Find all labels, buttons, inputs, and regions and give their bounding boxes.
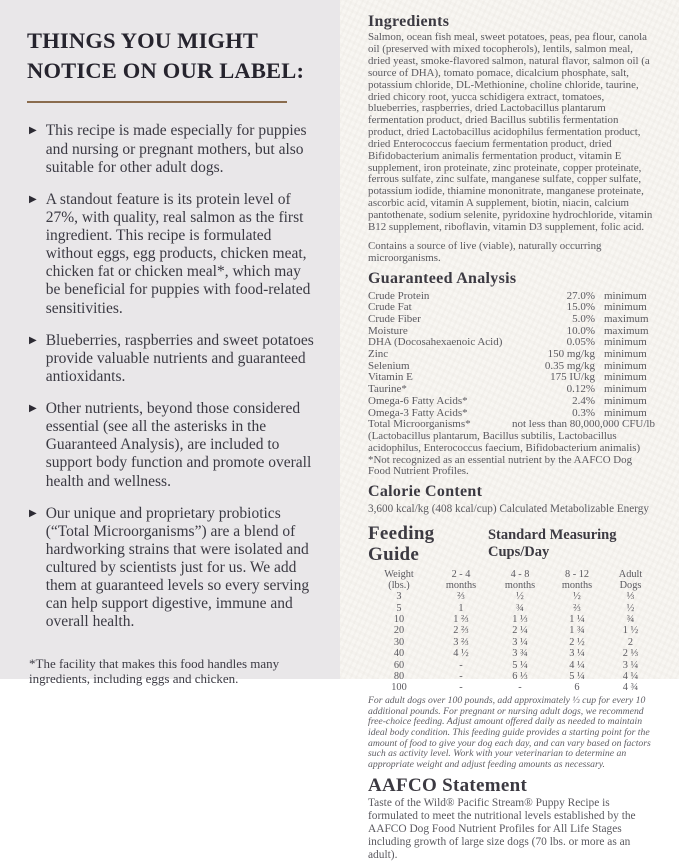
column-header-line: 4 - 8 xyxy=(510,569,530,581)
guaranteed-analysis-section xyxy=(368,270,655,478)
nutrient-qualifier: maximum xyxy=(604,324,649,337)
nutrient-label: Vitamin E xyxy=(368,371,413,384)
feeding-guide-column-header xyxy=(430,569,492,591)
feeding-guide-table xyxy=(368,569,655,694)
callout-bullet xyxy=(27,400,314,491)
cups-cell: 1 ½ xyxy=(622,625,639,637)
nutrient-value: 27.0% xyxy=(566,289,595,302)
nutrient-value: 150 mg/kg xyxy=(547,348,595,361)
feeding-guide-row xyxy=(368,648,655,659)
nutrient-value: 10.0% xyxy=(566,324,595,337)
feeding-guide-row xyxy=(368,660,655,671)
bullet-triangle-icon: ▶ xyxy=(29,334,37,346)
cups-cell: 4 ½ xyxy=(453,648,469,660)
cups-cell: ¾ xyxy=(516,602,524,614)
cups-cell: 4 ¾ xyxy=(622,682,639,694)
feeding-guide-row xyxy=(368,625,655,636)
aafco-statement-section xyxy=(368,775,655,862)
cups-cell: 6 ⅓ xyxy=(512,671,528,683)
feeding-guide-heading: Feeding Guide xyxy=(368,522,435,566)
nutrient-label: DHA (Docosahexaenoic Acid) xyxy=(368,336,503,349)
nutrient-qualifier: minimum xyxy=(604,336,647,349)
aafco-statement-heading: AAFCO Statement xyxy=(368,774,528,796)
feeding-guide-row xyxy=(368,603,655,614)
callout-bullet-text: Other nutrients, beyond those considered essential (see all the asterisks in the Guaranteed Analysis), are included to support body function and promote overall health and wellness. xyxy=(45,400,312,490)
cups-cell: - xyxy=(459,671,463,683)
cups-cell: 3 ¾ xyxy=(512,648,528,660)
callout-bullet-text: Our unique and proprietary probiotics (“Total Microorganisms”) are a blend of hardworking strains that were isolated and cultured by scientists just for us. We add them at guaranteed levels so every serving can help support digestive, immune and overall health. xyxy=(45,504,310,631)
column-header-line: 8 - 12 xyxy=(564,569,590,581)
cups-cell: 1 xyxy=(458,602,464,614)
cups-cell: 4 ¼ xyxy=(622,671,639,683)
nutrient-qualifier: maximum xyxy=(604,312,649,325)
nutrient-qualifier: minimum xyxy=(604,394,647,407)
feeding-guide-column-header xyxy=(492,569,548,591)
weight-cell: 80 xyxy=(393,671,405,683)
cups-cell: ½ xyxy=(573,591,581,603)
calorie-content-section xyxy=(368,483,655,515)
cups-cell: 2 ½ xyxy=(569,636,585,648)
cups-cell: ⅔ xyxy=(573,602,581,614)
nutrient-label: Selenium xyxy=(368,359,410,372)
nutrient-qualifier: minimum xyxy=(604,383,647,396)
nutrient-qualifier: minimum xyxy=(604,371,647,384)
feeding-guide-row xyxy=(368,591,655,602)
nutrient-label: Crude Fat xyxy=(368,301,412,314)
column-header-line: Dogs xyxy=(619,580,642,592)
cups-cell: 2 ¼ xyxy=(512,625,528,637)
nutrient-value: 0.35 mg/kg xyxy=(544,359,595,372)
feeding-guide-rows xyxy=(368,591,655,694)
ingredients-heading: Ingredients xyxy=(368,13,450,30)
cups-cell: 1 ⅔ xyxy=(453,614,469,626)
callout-bullet-text: Blueberries, raspberries and sweet potatoes provide valuable nutrients and guaranteed antioxidants. xyxy=(45,331,314,385)
ingredients-section xyxy=(368,13,655,265)
cups-cell: 4 ¼ xyxy=(569,659,585,671)
weight-cell: 3 xyxy=(396,591,402,603)
nutrient-label: Omega-6 Fatty Acids* xyxy=(368,394,468,407)
nutrient-value: 0.12% xyxy=(566,383,595,396)
guaranteed-analysis-row xyxy=(368,396,655,408)
feeding-guide-row xyxy=(368,614,655,625)
column-header-line: (lbs.) xyxy=(388,580,410,592)
callout-bullet xyxy=(27,191,314,318)
nutrient-qualifier: minimum xyxy=(604,359,647,372)
measuring-cups-subheading: Standard Measuring Cups/Day xyxy=(487,526,617,560)
weight-cell: 20 xyxy=(393,625,405,637)
total-microorganisms-label: Total Microorganisms* xyxy=(368,418,471,431)
nutrient-label: Crude Fiber xyxy=(368,312,421,325)
feeding-guide-column-header xyxy=(606,569,655,591)
feeding-guide-row xyxy=(368,671,655,682)
nutrient-value: 2.4% xyxy=(572,394,595,407)
callout-bullet xyxy=(27,505,314,632)
nutrient-label: Omega-3 Fatty Acids* xyxy=(368,406,468,419)
cups-cell: 1 ¼ xyxy=(569,614,585,626)
feeding-guide-column-header xyxy=(548,569,606,591)
bullet-triangle-icon: ▶ xyxy=(29,507,37,519)
nutrient-label: Taurine* xyxy=(368,383,407,396)
column-header-line: months xyxy=(504,580,536,592)
feeding-guide-footnote: For adult dogs over 100 pounds, add approximately ⅓ cup for every 10 additional pounds. For pregnant or nursing adult dogs, we recommend free-choice feeding. Adjust amount offered daily as needed to maintain ideal body condition. This feeding guide provides a starting point for the amount of food to give your dog each day, and can vary based on factors such as activity level. Work with your veterinarian to determine an appropriate weight and adjust feeding amounts as necessary. xyxy=(368,694,651,770)
feeding-guide-column-headers xyxy=(368,569,655,591)
feeding-guide-column-header xyxy=(368,569,430,591)
panel-title: THINGS YOU MIGHT NOTICE ON OUR LABEL: xyxy=(27,28,305,83)
feeding-guide-header xyxy=(368,523,655,567)
nutrient-label: Crude Protein xyxy=(368,289,430,302)
label-details-panel xyxy=(340,0,679,861)
calorie-content-heading: Calorie Content xyxy=(368,483,483,501)
callout-bullet-text: This recipe is made especially for puppies and nursing or pregnant mothers, but also suitable for other adult dogs. xyxy=(45,122,307,176)
column-header-line: 2 - 4 xyxy=(451,569,471,581)
weight-cell: 40 xyxy=(393,648,405,660)
calorie-content-value: 3,600 kcal/kg (408 kcal/cup) Calculated Metabolizable Energy xyxy=(368,502,649,515)
nutrient-value: 0.05% xyxy=(566,336,595,349)
cups-cell: 3 ¼ xyxy=(569,648,585,660)
probiotic-strains-note: (Lactobacillus plantarum, Bacillus subtilis, Lactobacillus acidophilus, Enterococcus faecium, Bifidobacterium animalis) xyxy=(368,429,641,454)
cups-cell: 2 xyxy=(627,636,634,648)
callout-bullet xyxy=(27,122,314,176)
weight-cell: 5 xyxy=(396,602,402,614)
cups-cell: ⅓ xyxy=(626,591,635,603)
feeding-guide-section xyxy=(368,523,655,771)
nutrient-qualifier: minimum xyxy=(604,406,647,419)
ingredients-list-text: Salmon, ocean fish meal, sweet potatoes, peas, pea flour, canola oil (preserved with mixed tocopherols), lentils, salmon meal, dried yeast, smoke-flavored salmon, natural flavor, salmon oil (a source of DHA), tomato pomace, dicalcium phosphate, salt, potassium chloride, DL-Methionine, choline chloride, taurine, dried chicory root, yucca schidigera extract, tomatoes, blueberries, raspberries, dried Lactobacillus plantarum fermentation product, dried Bacillus subtilis fermentation product, dried Lactobacillus acidophilus fermentation product, dried Enterococcus faecium fermentation product, dried Bifidobacterium animalis fermentation product, vitamin E supplement, iron proteinate, zinc proteinate, copper proteinate, ferrous sulfate, zinc sulfate, manganese sulfate, copper sulfate, potassium iodide, thiamine mononitrate, manganese proteinate, ascorbic acid, vitamin A supplement, biotin, niacin, calcium pantothenate, sodium selenite, pyridoxine hydrochloride, vitamin B12 supplement, riboflavin, vitamin D3 supplement, folic acid. xyxy=(368,31,653,233)
nutrient-qualifier: minimum xyxy=(604,348,647,361)
cups-cell: 1 ¾ xyxy=(569,625,585,637)
nutrient-label: Moisture xyxy=(368,324,408,337)
cups-cell: - xyxy=(459,682,463,694)
bullet-triangle-icon: ▶ xyxy=(29,193,37,205)
cups-cell: 5 ¼ xyxy=(569,671,585,683)
weight-cell: 10 xyxy=(393,614,405,626)
nutrient-qualifier: minimum xyxy=(604,289,647,302)
guaranteed-analysis-heading: Guaranteed Analysis xyxy=(368,270,517,288)
cups-cell: 2 ⅔ xyxy=(453,625,469,637)
cups-cell: 3 ⅔ xyxy=(453,636,469,648)
weight-cell: 30 xyxy=(393,636,405,648)
live-microorganisms-note: Contains a source of live (viable), naturally occurring microorganisms. xyxy=(368,240,602,265)
column-header-line: Weight xyxy=(384,569,414,581)
cups-cell: 5 ¼ xyxy=(512,659,528,671)
cups-cell: ½ xyxy=(516,591,524,603)
nutrient-label: Zinc xyxy=(368,348,389,361)
cups-cell: ½ xyxy=(626,602,635,614)
callout-bullet-list xyxy=(27,122,314,631)
cups-cell: - xyxy=(518,682,522,694)
cups-cell: 3 ¼ xyxy=(622,659,639,671)
column-header-line: months xyxy=(445,580,477,592)
nutrient-value: 15.0% xyxy=(566,301,595,314)
callout-bullet xyxy=(27,332,314,386)
nutrient-value: 175 IU/kg xyxy=(550,371,595,384)
nutrient-value: 0.3% xyxy=(572,406,595,419)
guaranteed-analysis-row xyxy=(368,349,655,361)
facility-footnote: *The facility that makes this food handles many ingredients, including eggs and chicken. xyxy=(29,655,280,687)
cups-cell: 3 ¼ xyxy=(512,636,528,648)
callout-bullet-text: A standout feature is its protein level of 27%, with quality, real salmon as the first ingredient. This recipe is formulated without eggs, egg products, chicken meat, chicken fat or chicken meal*, which may be beneficial for puppies with food-related sensitivities. xyxy=(45,190,311,317)
cups-cell: ¾ xyxy=(626,614,635,626)
cups-cell: 2 ⅓ xyxy=(622,648,639,660)
column-header-line: Adult xyxy=(618,569,643,581)
weight-cell: 60 xyxy=(393,659,405,671)
guaranteed-analysis-table xyxy=(368,291,655,420)
weight-cell: 100 xyxy=(391,682,407,694)
bullet-triangle-icon: ▶ xyxy=(29,125,37,137)
total-microorganisms-value: not less than 80,000,000 CFU/lb xyxy=(511,418,655,431)
cups-cell: 6 xyxy=(574,682,580,694)
cups-cell: - xyxy=(459,659,463,671)
aafco-statement-text: Taste of the Wild® Pacific Stream® Puppy Recipe is formulated to meet the nutritional levels established by the AAFCO Dog Food Nutrient Profiles for All Life Stages including growth of large size dogs (70 lbs. or more as an adult). xyxy=(368,797,636,861)
cups-cell: ⅔ xyxy=(457,591,465,603)
column-header-line: months xyxy=(561,580,593,592)
label-callouts-panel xyxy=(0,0,340,687)
feeding-guide-row xyxy=(368,637,655,648)
nutrient-qualifier: minimum xyxy=(604,301,647,314)
nutrient-value: 5.0% xyxy=(572,312,595,325)
title-underline-rule xyxy=(27,101,287,103)
aafco-nutrient-footnote: *Not recognized as an essential nutrient by the AAFCO Dog Food Nutrient Profiles. xyxy=(368,453,633,478)
cups-cell: 1 ⅓ xyxy=(512,614,528,626)
guaranteed-analysis-row xyxy=(368,314,655,326)
feeding-guide-row xyxy=(368,682,655,693)
bullet-triangle-icon: ▶ xyxy=(29,403,37,414)
